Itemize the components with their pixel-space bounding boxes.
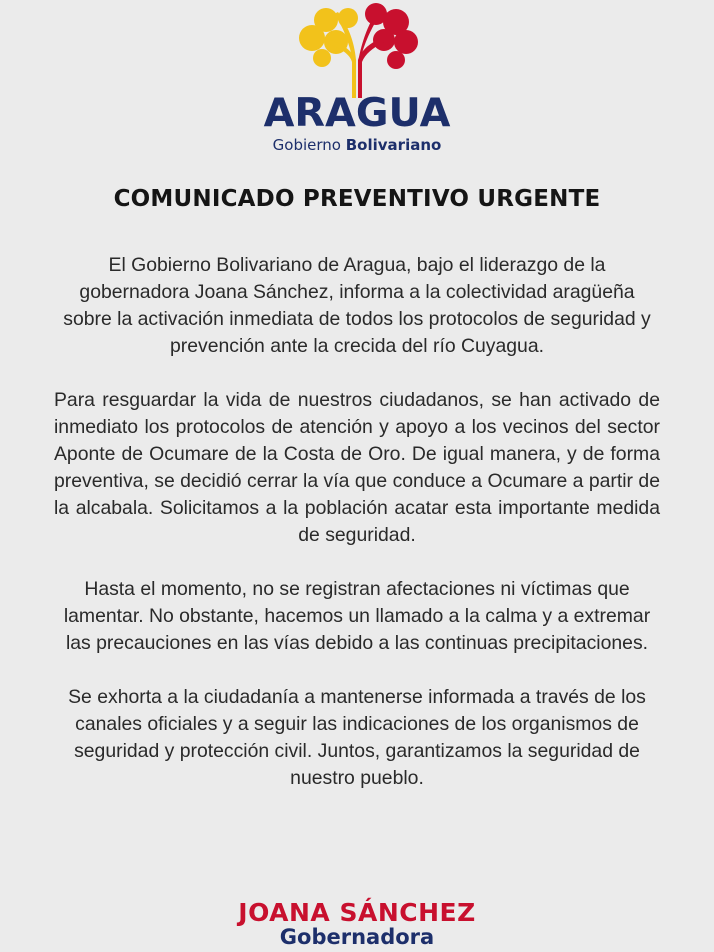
aragua-wordmark: ARAGUA: [263, 91, 451, 136]
paragraph-1: El Gobierno Bolivariano de Aragua, bajo el liderazgo de la gobernadora Joana Sánchez, informa a la colectividad aragüeña sobre la activación inmediata de todos los protocolos de seguridad y prevención ante la crecida del río Cuyagua.: [63, 254, 651, 357]
logo-subtitle-regular: Gobierno: [272, 136, 346, 154]
paragraph-2: Para resguardar la vida de nuestros ciudadanos, se han activado de inmediato los protocolos de atención y apoyo a los vecinos del sector Aponte de Ocumare de la Costa de Oro. De igual manera, y de forma preventiva, se decidió cerrar la vía que conduce a Ocumare a partir de la alcabala. Solicitamos a la población acatar esta importante medida de seguridad.: [54, 389, 660, 546]
tree-logo-icon: [292, 0, 426, 100]
document-title: COMUNICADO PREVENTIVO URGENTE: [113, 186, 601, 212]
aragua-logo: [0, 0, 714, 160]
logo-subtitle-bold: Bolivariano: [345, 136, 442, 154]
paragraph-3: Hasta el momento, no se registran afectaciones ni víctimas que lamentar. No obstante, hacemos un llamado a la calma y a extremar las precauciones en las vías debido a las continuas precipitaciones.: [63, 578, 651, 654]
signature-name: JOANA SÁNCHEZ: [238, 898, 476, 927]
signature-role: Gobernadora: [279, 925, 435, 949]
document-body: [54, 252, 660, 819]
paragraph-4: Se exhorta a la ciudadanía a mantenerse informada a través de los canales oficiales y a seguir las indicaciones de los organismos de seguridad y protección civil. Juntos, garantizamos la seguridad de nuestro pueblo.: [68, 686, 646, 789]
logo-subtitle: [0, 136, 714, 154]
